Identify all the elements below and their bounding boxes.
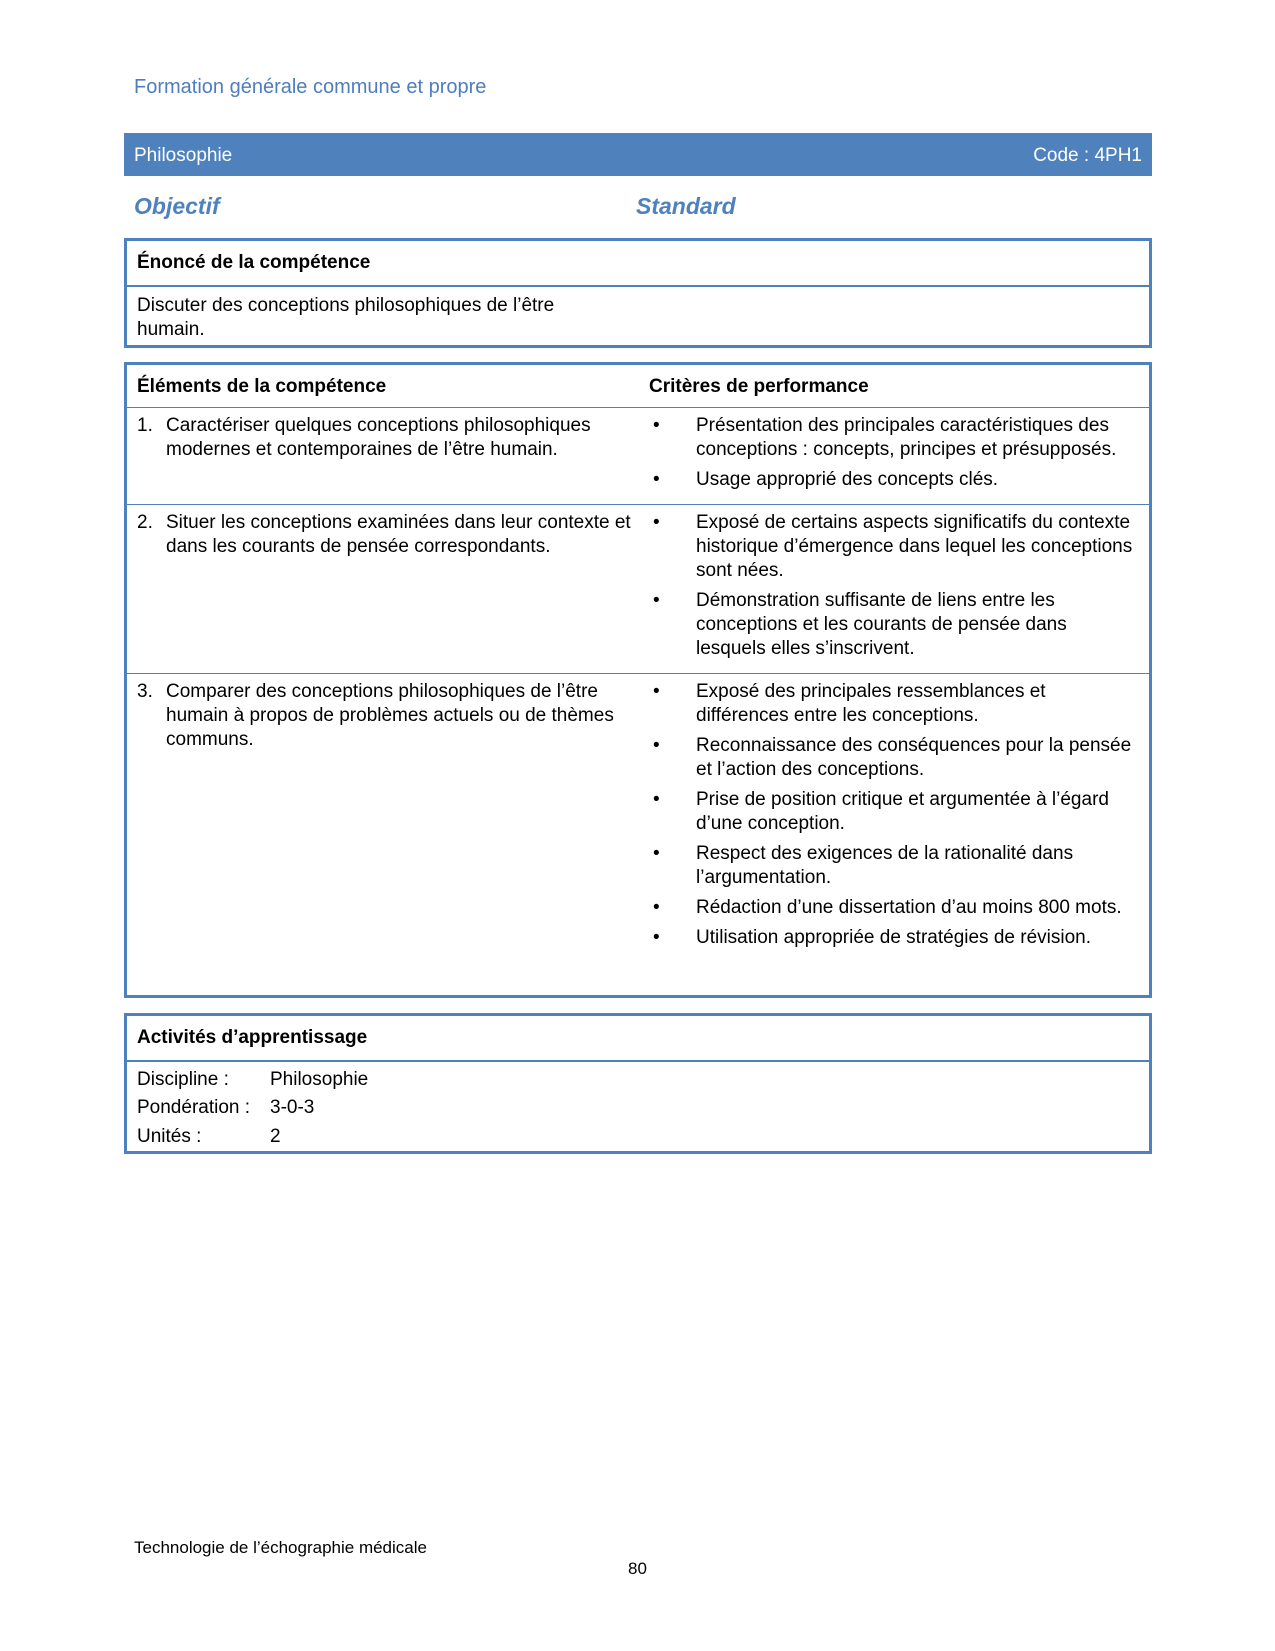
discipline-value: Philosophie [270,1069,369,1090]
criterion-text: Démonstration suffisante de liens entre les conceptions et les courants de pensée dans lesquels elles s’inscrivent. [696,590,1067,659]
element-number: 1. [137,415,153,436]
list-item [649,734,1141,782]
list-item [649,788,1141,836]
table-row [127,505,1149,674]
activites-heading: Activités d’apprentissage [137,1027,368,1048]
course-bar [124,133,1152,176]
criterion-text: Respect des exigences de la rationalité dans l’argumentation. [696,843,1074,888]
bullet-icon: • [653,415,660,436]
list-item [649,896,1141,920]
bullet-icon: • [653,512,660,533]
enonce-box [124,238,1152,348]
discipline-line [137,1069,368,1091]
element-item [137,680,631,752]
bullet-icon: • [653,590,660,611]
criteria-list [649,511,1141,661]
footer-program: Technologie de l’échographie médicale [134,1538,427,1557]
table-row [127,408,1149,505]
ponderation-line [137,1097,314,1119]
element-item [137,414,631,462]
activites-box [124,1013,1152,1154]
bullet-icon: • [653,681,660,702]
course-code: Code : 4PH1 [1033,145,1142,166]
list-item [649,842,1141,890]
element-item [137,511,631,559]
column-header-criteres: Critères de performance [639,365,1149,408]
list-item [649,511,1141,583]
divider [127,285,1149,287]
competence-table-box [124,362,1152,998]
bullet-icon: • [653,927,660,948]
course-name: Philosophie [134,145,233,166]
column-header-elements: Éléments de la compétence [127,365,639,408]
list-item [649,414,1141,462]
element-text: Caractériser quelques conceptions philosophiques modernes et contemporaines de l’être humain. [166,415,591,460]
criterion-text: Rédaction d’une dissertation d’au moins 800 mots. [696,897,1122,918]
element-text: Situer les conceptions examinées dans leur contexte et dans les courants de pensée correspondants. [166,512,631,557]
discipline-label: Discipline : [137,1069,229,1090]
bullet-icon: • [653,469,660,490]
page-number: 80 [628,1559,647,1578]
bullet-icon: • [653,843,660,864]
enonce-heading: Énoncé de la compétence [137,252,371,273]
criterion-text: Exposé de certains aspects significatifs du contexte historique d’émergence dans lequel les conceptions sont nées. [696,512,1133,581]
ponderation-value: 3-0-3 [270,1097,315,1118]
criterion-text: Présentation des principales caractéristiques des conceptions : concepts, principes et présupposés. [696,415,1117,460]
competence-table [127,365,1149,962]
unites-line [137,1126,281,1148]
list-item [649,468,1141,492]
criterion-text: Prise de position critique et argumentée à l’égard d’une conception. [696,789,1109,834]
criterion-text: Usage approprié des concepts clés. [696,469,999,490]
element-number: 3. [137,681,153,702]
bullet-icon: • [653,735,660,756]
table-row [127,674,1149,963]
bullet-icon: • [653,789,660,810]
ponderation-label: Pondération : [137,1097,251,1118]
element-number: 2. [137,512,153,533]
criteria-list [649,680,1141,950]
list-item [649,926,1141,950]
list-item [649,680,1141,728]
criterion-text: Utilisation appropriée de stratégies de révision. [696,927,1091,948]
document-title: Formation générale commune et propre [134,76,487,98]
table-header-row [127,365,1149,408]
criterion-text: Exposé des principales ressemblances et différences entre les conceptions. [696,681,1046,726]
objectif-heading: Objectif [134,193,220,219]
standard-heading: Standard [636,193,736,219]
unites-value: 2 [270,1126,281,1147]
divider [127,1060,1149,1062]
bullet-icon: • [653,897,660,918]
element-text: Comparer des conceptions philosophiques de l’être humain à propos de problèmes actuels ou de thèmes communs. [166,681,614,750]
list-item [649,589,1141,661]
enonce-text: Discuter des conceptions philosophiques de l’être humain. [137,295,555,340]
unites-label: Unités : [137,1126,202,1147]
criterion-text: Reconnaissance des conséquences pour la pensée et l’action des conceptions. [696,735,1132,780]
criteria-list [649,414,1141,492]
